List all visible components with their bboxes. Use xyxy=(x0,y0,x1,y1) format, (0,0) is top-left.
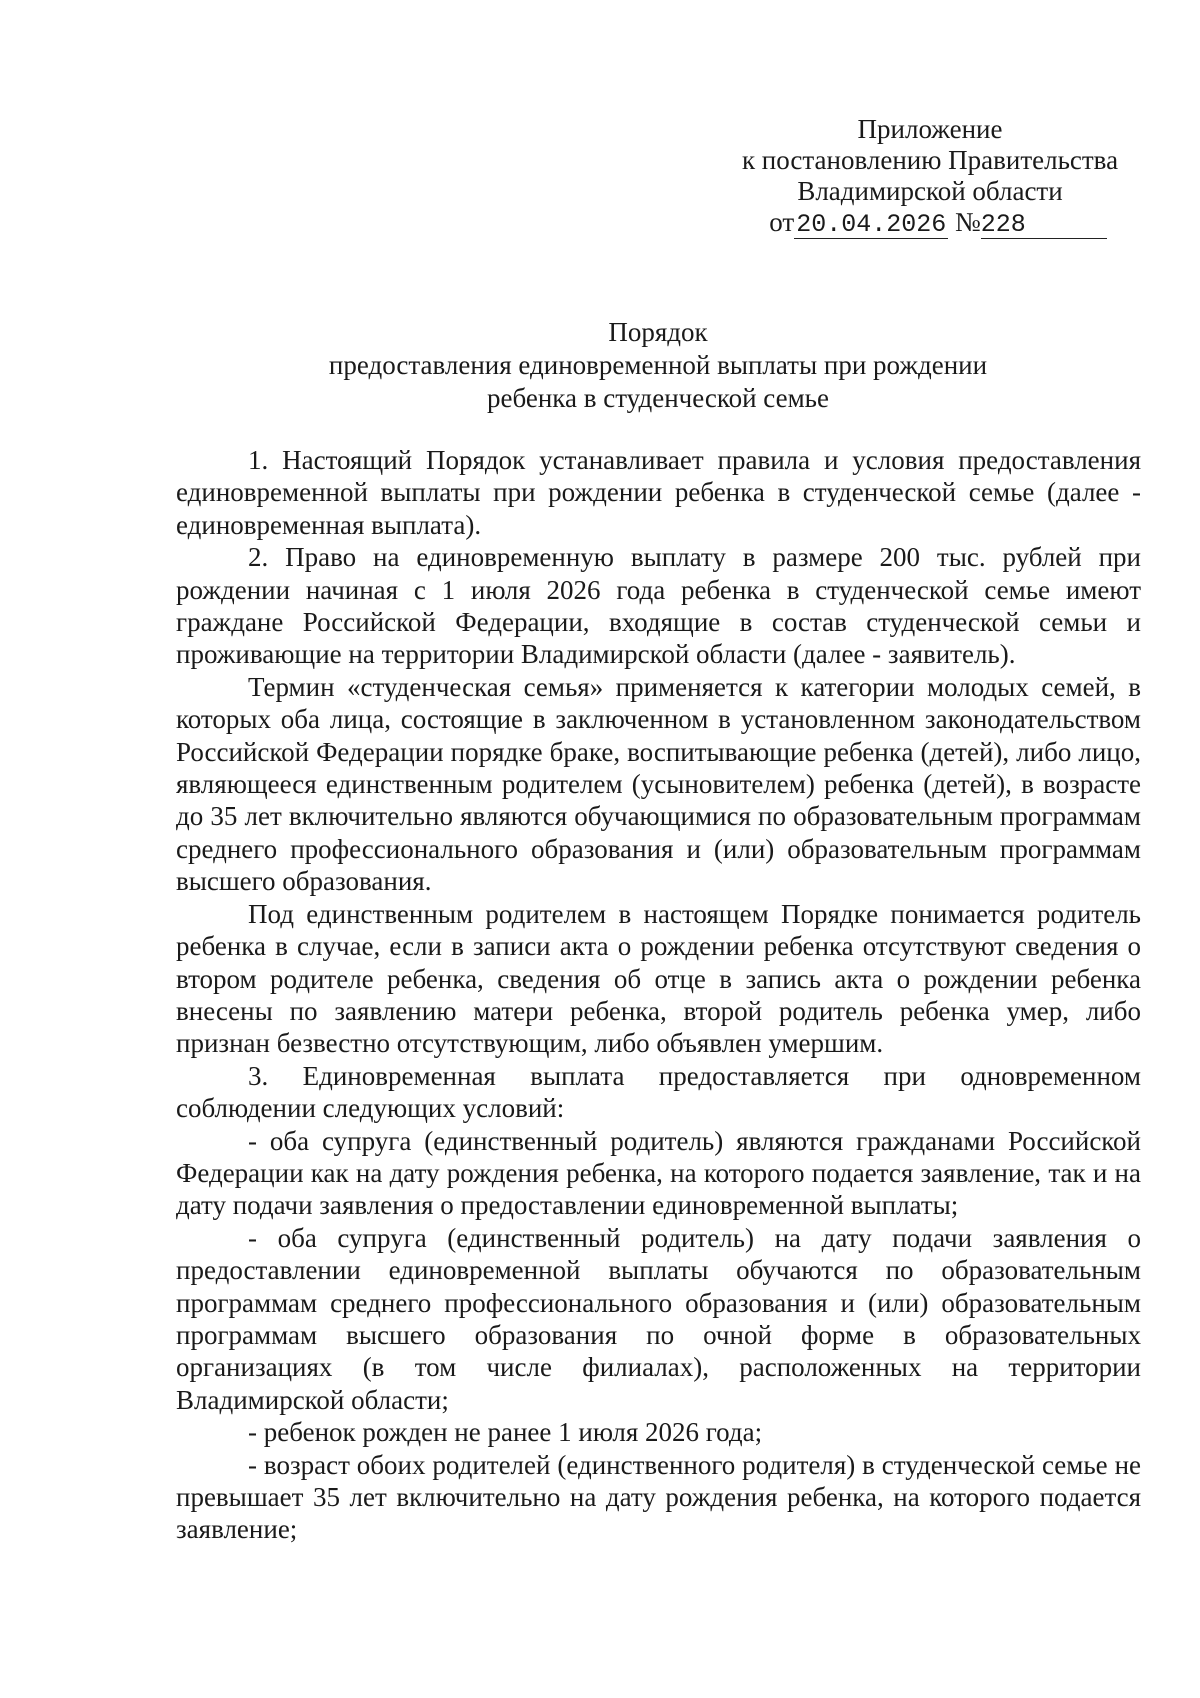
annex-title: Приложение xyxy=(857,114,1003,144)
condition-age: - возраст обоих родителей (единственного родителя) в студенческой семье не превышает 35 лет включительно на дату рождения ребенка, на которого подается заявление; xyxy=(176,1449,1141,1545)
paragraph-term-definition: Термин «студенческая семья» применяется к категории молодых семей, в которых оба лица, состоящие в заключенном в установленном законодательством Российской Федерации порядке браке, воспитывающие ребенка (детей), либо лицо, являющееся единственным родителем (усыновителем) ребенка (детей), в возрасте до 35 лет включительно являются обучающимися по образовательным программам среднего профессионального образования и (или) образовательным программам высшего образования. xyxy=(176,671,1141,897)
annex-reference: к постановлению Правительства xyxy=(741,145,1119,175)
annex-date: 20.04.2026 xyxy=(796,210,947,239)
title-line-3: ребенка в студенческой семье xyxy=(487,383,829,413)
document-body xyxy=(176,444,1141,1546)
title-line-1: Порядок xyxy=(608,317,708,347)
paragraph-2: 2. Право на единовременную выплату в размере 200 тыс. рублей при рождении начиная с 1 июля 2026 года ребенка в студенческой семье имеют граждане Российской Федерации, входящие в состав студенческой семьи и проживающие на территории Владимирской области (далее - заявитель). xyxy=(176,542,1141,670)
paragraph-single-parent: Под единственным родителем в настоящем Порядке понимается родитель ребенка в случае, если в записи акта о рождении ребенка отсутствуют сведения о втором родителе ребенка, сведения об отце в запись акта о рождении ребенка внесены по заявлению матери ребенка, второй родитель ребенка умер, либо признан безвестно отсутствующим, либо объявлен умершим. xyxy=(176,898,1141,1059)
paragraph-3: 3. Единовременная выплата предоставляется при одновременном соблюдении следующих условий: xyxy=(176,1060,1141,1124)
condition-citizenship: - оба супруга (единственный родитель) являются гражданами Российской Федерации как на дату рождения ребенка, на которого подается заявление, так и на дату подачи заявления о предоставлении единовременной выплаты; xyxy=(176,1125,1141,1221)
title-line-2: предоставления единовременной выплаты при рождении xyxy=(328,350,988,380)
annex-date-prefix: от xyxy=(769,207,795,237)
annex-number-sign: № xyxy=(954,207,981,237)
condition-education: - оба супруга (единственный родитель) на дату подачи заявления о предоставлении единовременной выплаты обучаются по образовательным программам среднего профессионального образования и (или) образовательным программам высшего образования по очной форме в образовательных организациях (в том числе филиалах), расположенных на территории Владимирской области; xyxy=(176,1222,1141,1415)
annex-number: 228 xyxy=(981,212,1107,239)
annex-date-number xyxy=(769,207,1107,239)
condition-birth-date: - ребенок рожден не ранее 1 июля 2026 года; xyxy=(248,1417,763,1448)
document-title xyxy=(170,316,1146,415)
paragraph-1: 1. Настоящий Порядок устанавливает правила и условия предоставления единовременной выплаты при рождении ребенка в студенческой семье (далее - единовременная выплата). xyxy=(176,445,1141,540)
annex-header xyxy=(720,114,1140,239)
annex-region: Владимирской области xyxy=(797,176,1063,206)
